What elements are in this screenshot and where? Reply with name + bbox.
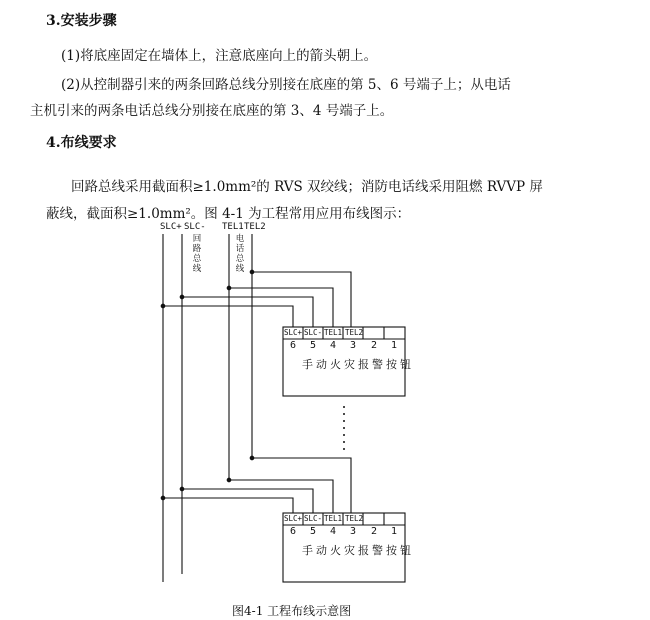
loop-bus-label: 回路总线: [192, 234, 202, 274]
terminal-number-upper-5: 5: [310, 340, 317, 351]
terminal-label-lower-tel1: TEL1: [324, 514, 343, 523]
terminal-number-lower-1: 1: [391, 526, 398, 537]
terminal-number-upper-3: 3: [350, 340, 357, 351]
bus-label-slc-plus: SLC+: [160, 222, 182, 232]
terminal-number-upper-2: 2: [371, 340, 378, 351]
continuation-dots: [343, 406, 345, 450]
device-name-lower: 手动火灾报警按钮: [302, 544, 414, 557]
terminal-label-lower-slc-plus: SLC+: [284, 514, 303, 523]
wire-lower-tel1: [229, 480, 333, 513]
terminal-number-upper-4: 4: [330, 340, 337, 351]
section-4-paragraph-line-2: 蔽线，截面积≥1.0mm²。图 4-1 为工程常用应用布线图示：: [46, 206, 411, 222]
bus-label-tel1: TEL1: [222, 222, 244, 232]
section-3-item-2-line-2: 主机引来的两条电话总线分别接在底座的第 3、4 号端子上。: [30, 103, 394, 119]
terminal-number-lower-4: 4: [330, 526, 337, 537]
section-4-paragraph-line-1: 回路总线采用截面积≥1.0mm²的 RVS 双绞线；消防电话线采用阻燃 RVVP 屏: [71, 179, 543, 195]
terminal-number-lower-5: 5: [310, 526, 317, 537]
bus-label-tel2: TEL2: [244, 222, 266, 232]
terminal-label-upper-slc-minus: SLC-: [304, 328, 323, 337]
terminal-label-lower-tel2: TEL2: [345, 514, 364, 523]
wire-lower-tel2: [252, 458, 351, 513]
phone-bus-label: 电话总线: [235, 234, 245, 274]
figure-caption: 图4-1 工程布线示意图: [232, 604, 352, 618]
terminal-label-upper-slc-plus: SLC+: [284, 328, 303, 337]
bus-label-slc-minus: SLC-: [184, 222, 206, 232]
section-3-item-2-line-1: (2)从控制器引来的两条回路总线分别接在底座的第 5、6 号端子上；从电话: [61, 77, 511, 93]
device-name-upper: 手动火灾报警按钮: [302, 358, 414, 371]
terminal-number-upper-1: 1: [391, 340, 398, 351]
section-3-item-1: (1)将底座固定在墙体上，注意底座向上的箭头朝上。: [61, 48, 378, 64]
terminal-number-upper-6: 6: [290, 340, 297, 351]
terminal-label-upper-tel1: TEL1: [324, 328, 343, 337]
terminal-number-lower-3: 3: [350, 526, 357, 537]
section-3-heading: 3.安装步骤: [46, 13, 117, 29]
wire-upper-tel2: [252, 272, 351, 327]
terminal-label-upper-tel2: TEL2: [345, 328, 364, 337]
section-4-heading: 4.布线要求: [46, 135, 117, 151]
terminal-number-lower-6: 6: [290, 526, 297, 537]
wire-upper-tel1: [229, 288, 333, 327]
terminal-number-lower-2: 2: [371, 526, 378, 537]
terminal-label-lower-slc-minus: SLC-: [304, 514, 323, 523]
